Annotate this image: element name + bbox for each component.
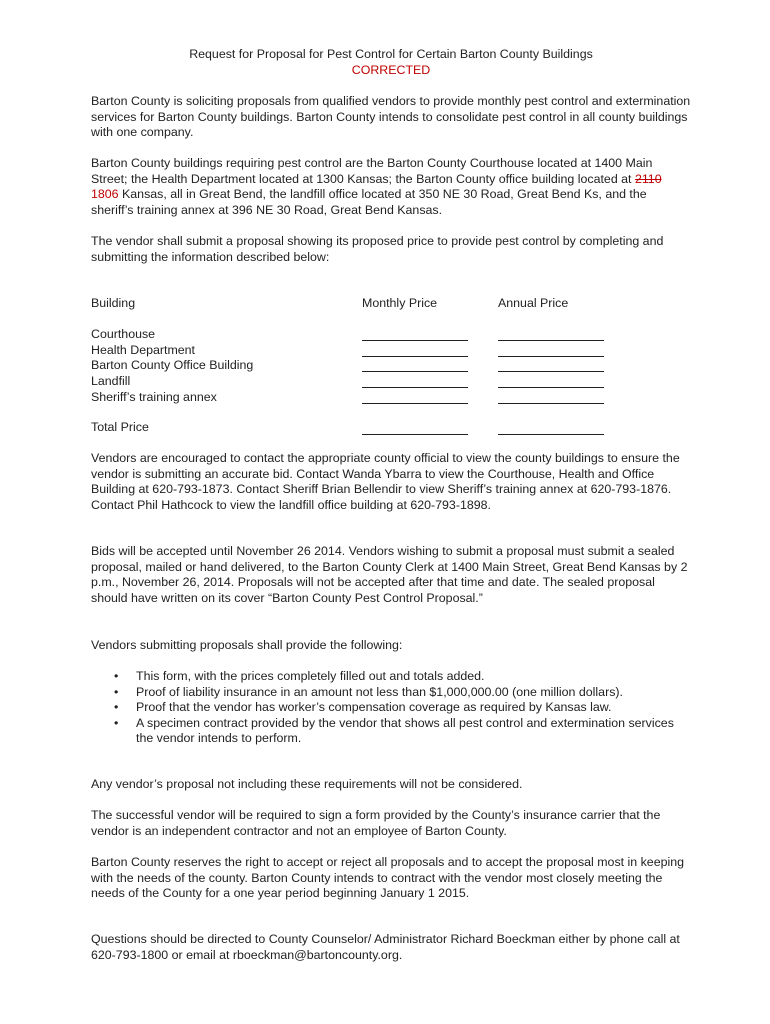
contacts-paragraph: Vendors are encouraged to contact the appropriate county official to view the county buildings to ensure the vendor is submitting an accurate bid. Contact Wanda Ybarra to view the Courthouse, Health and Office Building at 620-793-1873. Contact Sheriff Brian Bellendir to view Sheriff’s training annex at 620-793-1876. Contact Phil Hathcock to view the landfill office building at 620-793-1898. — [91, 451, 680, 512]
col-building-header: Building — [91, 296, 136, 310]
annual-price-blank[interactable] — [498, 403, 604, 404]
buildings-text-before: Barton County buildings requiring pest control are the Barton County Courthouse located at 1400 Main Street; the Health Department located at 1300 Kansas; the Barton County office building located at — [91, 156, 653, 186]
document-title: Request for Proposal for Pest Control for Certain Barton County Buildings — [189, 47, 593, 61]
buildings-paragraph — [91, 156, 691, 218]
bullet-glyph: • — [114, 700, 119, 715]
requirements-warning: Any vendor’s proposal not including these requirements will not be considered. — [91, 777, 523, 791]
bullet-glyph: • — [114, 715, 119, 730]
building-name: Sheriff’s training annex — [91, 390, 217, 404]
intro-paragraph: Barton County is soliciting proposals from qualified vendors to provide monthly pest control and extermination services for Barton County buildings. Barton County intends to consolidate pest control in all county buildings with one company. — [91, 94, 691, 140]
total-price-label: Total Price — [91, 420, 149, 434]
monthly-price-blank[interactable] — [362, 356, 468, 357]
bullet-glyph: • — [114, 684, 119, 699]
building-name: Barton County Office Building — [91, 358, 254, 372]
list-item-text: Proof that the vendor has worker’s compensation coverage as required by Kansas law. — [136, 700, 612, 715]
rights-paragraph: Barton County reserves the right to accept or reject all proposals and to accept the proposal most in keeping with the needs of the county. Barton County intends to contract with the vendor most closely meeting the needs of the County for a one year period beginning January 1 2015. — [91, 855, 685, 901]
list-item-text: This form, with the prices completely filled out and totals added. — [136, 669, 485, 683]
annual-total-blank[interactable] — [498, 434, 604, 435]
list-item-text: A specimen contract provided by the vendor that shows all pest control and extermination services the vendor intends to perform. — [136, 715, 674, 746]
buildings-text-after: Kansas, all in Great Bend, the landfill office located at 350 NE 30 Road, Great Bend Ks, and the sheriff’s training annex at 396 NE 30 Road, Great Bend Kansas. — [91, 187, 647, 217]
monthly-price-blank[interactable] — [362, 387, 468, 388]
requirements-intro: Vendors submitting proposals shall provide the following: — [91, 638, 403, 652]
questions-paragraph: Questions should be directed to County Counselor/ Administrator Richard Boeckman either by phone call at 620-793-1800 or email at rboeckman@bartoncounty.org. — [91, 932, 680, 962]
annual-price-blank[interactable] — [498, 371, 604, 372]
table-header — [91, 296, 691, 312]
annual-price-blank[interactable] — [498, 340, 604, 341]
proposal-paragraph: The vendor shall submit a proposal showing its proposed price to provide pest control by completing and submitting the information described below: — [91, 234, 664, 264]
list-item — [91, 685, 691, 701]
requirements-list — [91, 669, 691, 747]
list-item — [91, 669, 691, 685]
contractor-paragraph: The successful vendor will be required to sign a form provided by the County’s insurance carrier that the vendor is an independent contractor and not an employee of Barton County. — [91, 808, 661, 838]
building-name: Landfill — [91, 374, 131, 388]
list-item — [91, 700, 691, 716]
building-name: Health Department — [91, 343, 195, 357]
building-name: Courthouse — [91, 327, 156, 341]
monthly-total-blank[interactable] — [362, 434, 468, 435]
monthly-price-blank[interactable] — [362, 340, 468, 341]
bids-paragraph: Bids will be accepted until November 26 2014. Vendors wishing to submit a proposal must submit a sealed proposal, mailed or hand delivered, to the Barton County Clerk at 1400 Main Street, Great Bend Kansas by 2 p.m., November 26, 2014. Proposals will not be accepted after that time and date. The sealed proposal should have written on its cover “Barton County Pest Control Proposal.” — [91, 544, 688, 605]
corrected-address: 1806 — [91, 187, 119, 202]
annual-price-blank[interactable] — [498, 387, 604, 388]
col-annual-header: Annual Price — [498, 296, 569, 310]
corrected-label: CORRECTED — [351, 63, 431, 77]
col-monthly-header: Monthly Price — [362, 296, 438, 310]
list-item — [91, 716, 691, 747]
bullet-glyph: • — [114, 669, 119, 683]
monthly-price-blank[interactable] — [362, 371, 468, 372]
annual-price-blank[interactable] — [498, 356, 604, 357]
list-item-text: Proof of liability insurance in an amount not less than $1,000,000.00 (one million dollars). — [136, 684, 623, 699]
struck-address: 2110 — [634, 171, 662, 186]
monthly-price-blank[interactable] — [362, 403, 468, 404]
